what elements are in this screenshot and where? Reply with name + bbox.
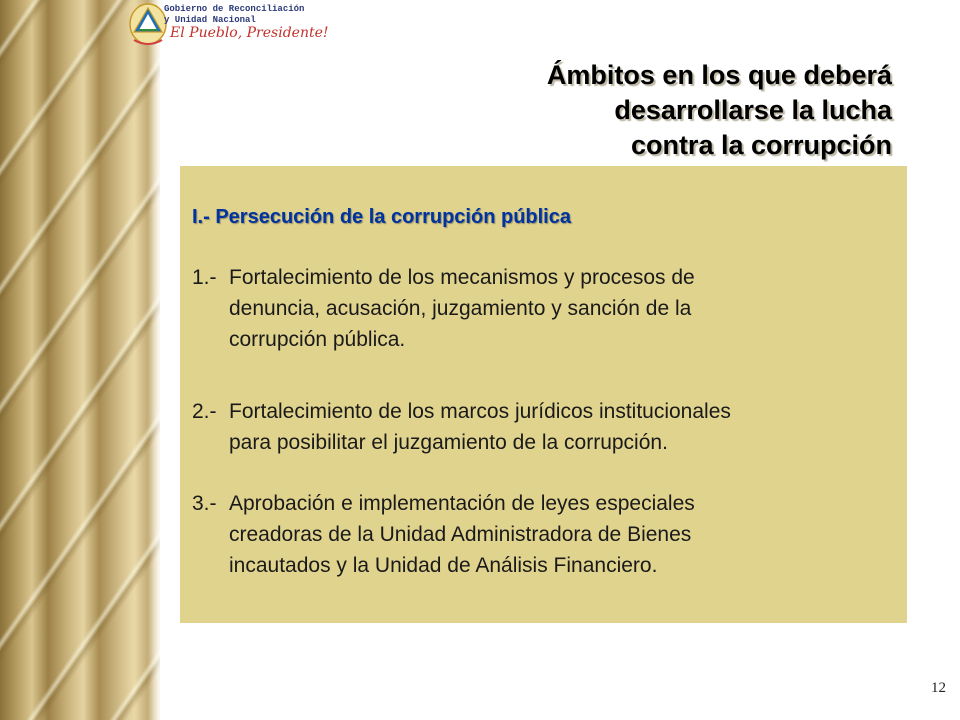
logo-text-line-2: y Unidad Nacional [164,15,256,25]
list-item-2 [192,396,892,458]
item-line: Fortalecimiento de los mecanismos y procesos de [229,266,695,289]
government-logo [128,0,329,60]
item-line: denuncia, acusación, juzgamiento y sanción de la [229,297,692,320]
logo-text-line-1: Gobierno de Reconciliación [164,4,305,14]
item-line: creadoras de la Unidad Administradora de Bienes [229,523,692,546]
band-edge-fade [150,0,164,720]
item-line: Fortalecimiento de los marcos jurídicos institucionales [229,400,731,423]
item-line: Aprobación e implementación de leyes especiales [229,492,695,515]
title-line-1: Ámbitos en los que deberá [546,60,892,90]
item-number: 1.- [192,266,217,289]
item-number: 2.- [192,400,217,423]
item-number: 3.- [192,492,217,515]
title-line-3: contra la corrupción [630,130,892,160]
nicaragua-emblem-icon [128,0,168,50]
decorative-column-band [0,0,160,720]
list-item-3 [192,488,892,581]
title-line-2: desarrollarse la lucha [614,95,892,125]
slide-title [292,58,892,163]
item-line: para posibilitar el juzgamiento de la corrupción. [229,431,668,454]
item-line: incautados y la Unidad de Análisis Financiero. [229,554,658,577]
content-panel [180,166,907,623]
section-heading: I.- Persecución de la corrupción pública [192,206,571,228]
page-number: 12 [931,680,946,696]
logo-slogan: El Pueblo, Presidente! [170,25,329,41]
list-item-1 [192,262,892,355]
item-line: corrupción pública. [229,328,406,351]
